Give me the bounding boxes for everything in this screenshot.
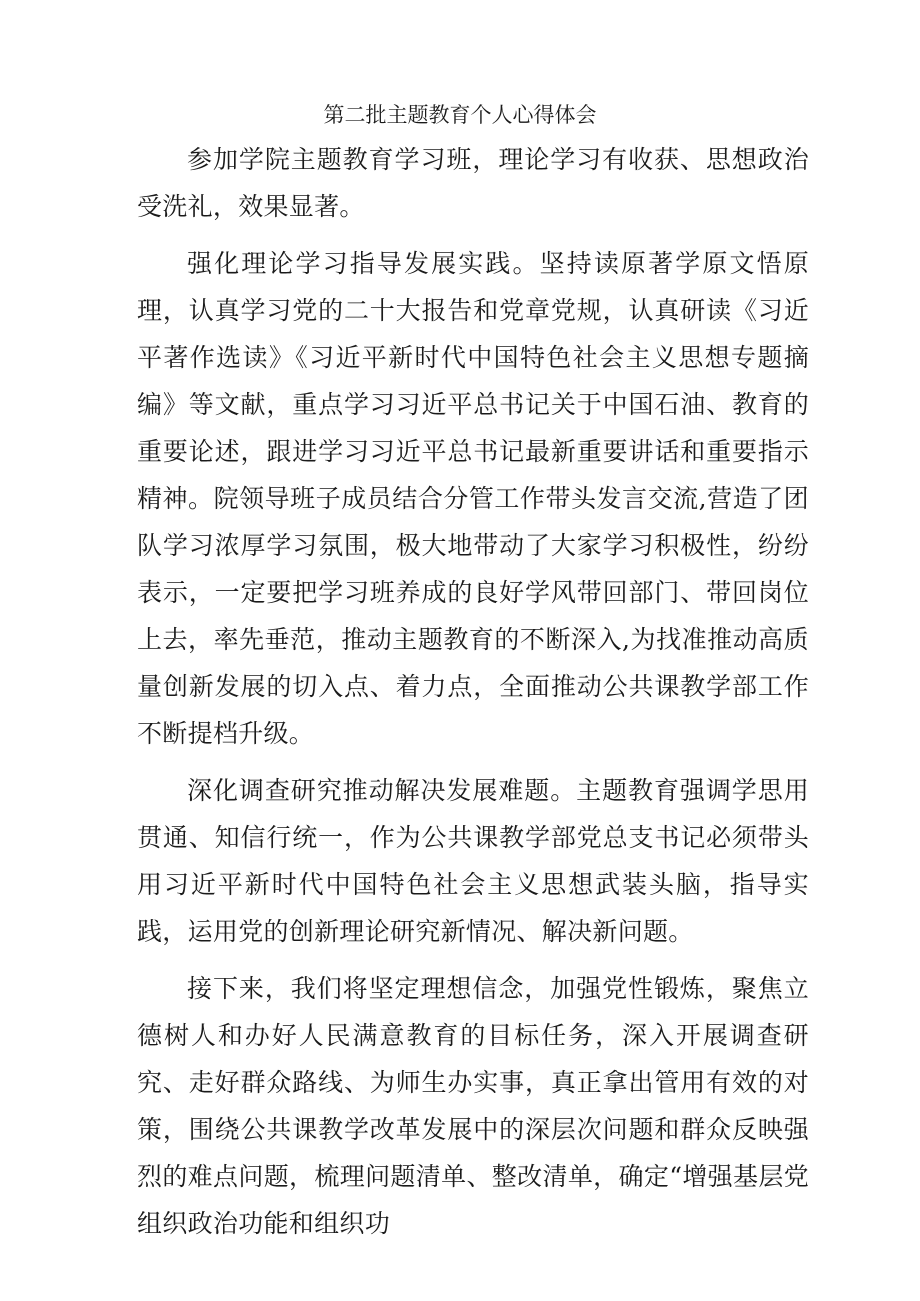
document-title: 第二批主题教育个人心得体会 (323, 103, 597, 127)
paragraph-next-steps: 接下来，我们将坚定理想信念，加强党性锻炼，聚焦立德树人和办好人民满意教育的目标任务，深入开展调查研究、走好群众路线、为师生办实事，真正拿出管用有效的对策，围绕公共课教学改革发展中的深层次问题和群众反映强烈的难点问题，梳理问题清单、整改清单，确定“增强基层党组织政治功能和组织功 (137, 974, 809, 1238)
paragraph-research: 深化调查研究推动解决发展难题。主题教育强调学思用贯通、知信行统一，作为公共课教学部党总支书记必须带头用习近平新时代中国特色社会主义思想武装头脑，指导实践，运用党的创新理论研究新情况、解决新问题。 (137, 776, 809, 946)
paragraph-intro: 参加学院主题教育学习班，理论学习有收获、思想政治受洗礼，效果显著。 (137, 145, 809, 221)
document-body (137, 136, 809, 1257)
paragraph-theory-study: 强化理论学习指导发展实践。坚持读原著学原文悟原理，认真学习党的二十大报告和党章党规，认真研读《习近平著作选读》《习近平新时代中国特色社会主义思想专题摘编》等文献，重点学习习近平总书记关于中国石油、教育的重要论述，跟进学习习近平总书记最新重要讲话和重要指示精神。院领导班子成员结合分管工作带头发言交流,营造了团队学习浓厚学习氛围，极大地带动了大家学习积极性，纷纷表示，一定要把学习班养成的良好学风带回部门、带回岗位上去，率先垂范，推动主题教育的不断深入,为找准推动高质量创新发展的切入点、着力点，全面推动公共课教学部工作不断提档升级。 (137, 249, 809, 748)
